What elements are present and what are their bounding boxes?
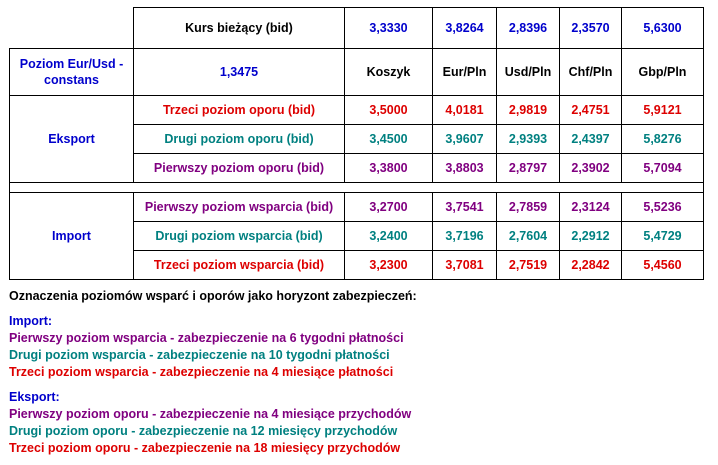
level-value: 5,5236 <box>622 193 704 222</box>
spacer-row <box>10 183 704 193</box>
level-value: 5,8276 <box>622 125 704 154</box>
level-value: 5,4560 <box>622 251 704 280</box>
legend-line: Pierwszy poziom oporu - zabezpieczenie na 4 miesiące przychodów <box>9 407 412 421</box>
empty-corner <box>10 8 134 49</box>
current-rate-value: 3,3330 <box>345 8 433 49</box>
legend-line: Trzeci poziom oporu - zabezpieczenie na 18 miesięcy przychodów <box>9 441 401 455</box>
level-label: Pierwszy poziom wsparcia (bid) <box>134 193 345 222</box>
legend-line: Trzeci poziom wsparcia - zabezpieczenie na 4 miesiące płatności <box>9 365 394 379</box>
currency-header: Eur/Pln <box>433 49 497 96</box>
level-value: 2,2912 <box>560 222 622 251</box>
level-value: 3,7196 <box>433 222 497 251</box>
level-value: 3,9607 <box>433 125 497 154</box>
level-value: 5,7094 <box>622 154 704 183</box>
level-value: 2,8797 <box>497 154 560 183</box>
current-rate-row <box>10 8 704 49</box>
level-value: 2,7519 <box>497 251 560 280</box>
level-label: Trzeci poziom oporu (bid) <box>134 96 345 125</box>
legend-line: Pierwszy poziom wsparcia - zabezpieczenie na 6 tygodni płatności <box>9 331 404 345</box>
level-value: 5,4729 <box>622 222 704 251</box>
level-value: 3,5000 <box>345 96 433 125</box>
legend-line: Drugi poziom oporu - zabezpieczenie na 12 miesięcy przychodów <box>9 424 398 438</box>
level-value: 3,2400 <box>345 222 433 251</box>
level-value: 2,7604 <box>497 222 560 251</box>
import-legend-heading: Import: <box>9 314 53 328</box>
level-value: 3,4500 <box>345 125 433 154</box>
current-rate-value: 2,8396 <box>497 8 560 49</box>
table-row <box>10 96 704 125</box>
legend-title: Oznaczenia poziomów wsparć i oporów jako horyzont zabezpieczeń: <box>9 289 417 303</box>
level-value: 3,2700 <box>345 193 433 222</box>
level-value: 2,3124 <box>560 193 622 222</box>
level-value: 3,7081 <box>433 251 497 280</box>
currency-header: Usd/Pln <box>497 49 560 96</box>
currency-header: Chf/Pln <box>560 49 622 96</box>
export-group-label: Eksport <box>10 96 134 183</box>
levels-table <box>9 7 704 280</box>
legend-line: Drugi poziom wsparcia - zabezpieczenie na 10 tygodni płatności <box>9 348 390 362</box>
level-value: 3,2300 <box>345 251 433 280</box>
currency-header: Koszyk <box>345 49 433 96</box>
export-legend-heading: Eksport: <box>9 390 60 404</box>
current-rate-value: 5,6300 <box>622 8 704 49</box>
current-rate-value: 3,8264 <box>433 8 497 49</box>
import-group-label: Import <box>10 193 134 280</box>
level-value: 2,4751 <box>560 96 622 125</box>
currency-header: Gbp/Pln <box>622 49 704 96</box>
constant-row <box>10 49 704 96</box>
level-value: 2,2842 <box>560 251 622 280</box>
level-value: 4,0181 <box>433 96 497 125</box>
level-value: 3,7541 <box>433 193 497 222</box>
level-label: Drugi poziom wsparcia (bid) <box>134 222 345 251</box>
level-label: Pierwszy poziom oporu (bid) <box>134 154 345 183</box>
level-value: 2,4397 <box>560 125 622 154</box>
level-label: Drugi poziom oporu (bid) <box>134 125 345 154</box>
level-value: 2,7859 <box>497 193 560 222</box>
constant-label: Poziom Eur/Usd - constans <box>10 49 134 96</box>
table-row <box>10 193 704 222</box>
level-value: 2,9819 <box>497 96 560 125</box>
spacer-cell <box>10 183 704 193</box>
level-value: 3,3800 <box>345 154 433 183</box>
constant-value: 1,3475 <box>134 49 345 96</box>
level-value: 3,8803 <box>433 154 497 183</box>
current-rate-value: 2,3570 <box>560 8 622 49</box>
level-label: Trzeci poziom wsparcia (bid) <box>134 251 345 280</box>
level-value: 2,9393 <box>497 125 560 154</box>
level-value: 2,3902 <box>560 154 622 183</box>
level-value: 5,9121 <box>622 96 704 125</box>
current-rate-label: Kurs bieżący (bid) <box>134 8 345 49</box>
